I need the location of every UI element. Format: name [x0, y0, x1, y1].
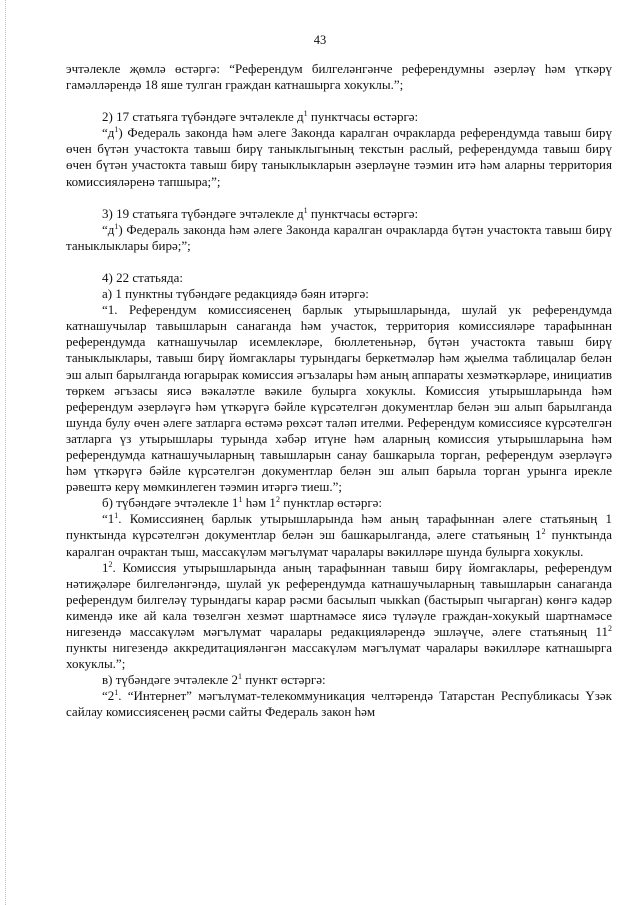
paragraph: а) 1 пунктны түбәндәге редакциядә бәян итәргә: — [102, 286, 369, 302]
paragraph-spacer — [66, 254, 612, 270]
paragraph: “$д^1$) Федераль законда һәм әлеге Законда каралган очракларда бүтән участокта тавыш бирү таныклыклары бирә;”; — [66, 221, 612, 253]
paragraph: “1. Референдум комиссиясенең барлык утырышларында, шулай ук референдумда катнашучылар тавышларын санаганда һәм участок, территория комиссияләре тарафыннан референдумда катнашучылар исемлекләре, бюллетеньнәр, бүтән участокта тавыш бирү таныклыклары, тавыш бирү йомгаклары турындагы беркетмәләр һәм җыелма таблицалар белән эш алып барылганда югарырак комиссия әгъзалары һәм аның аппараты хезмәткәрләре, инициатив төркем әгъзасы яисә вәкаләтле вәкиле булырга хокуклы. Комиссия утырышларында һәм референдум әзерләүгә һәм үткәрүгә бәйле күрсәтелгән документлар белән эш алып барылганда шунда булу өчен әлеге затларга өстәмә рөхсәт таләп ителми. Референдум комиссиясе күрсәтелгән затларга үз утырышлары турында хәбәр итүне һәм аларның комиссия утырышларына һәм референдумда катнашучыларның тавышларын санау башкарыла торган, референдум әзерләүгә һәм үткәрүгә бәйле күрсәтелгән документлар белән эш алып барыла торган урынга ирекле рәвештә керү мөмкинлеген тәэмин итәргә тиеш.”; — [66, 302, 612, 495]
paragraph: “$1^1$. Комиссиянең барлык утырышларында һәм аның тарафыннан әлеге статьяның 1 пунктында күрсәтелгән документлар белән эш башкарылганда, әлеге статьяның $1^2$ пунктында каралган очрактан тыш, массакүләм мәгълүмат чаралары вәкилләре шунда булырга хокуклы. — [66, 511, 612, 559]
paragraph: эчтәлекле җөмлә өстәргә: “Референдум билгеләнгәнче референдумны әзерләү һәм үткәрү гамәлләрендә 18 яше тулган граждан катнашырга хокуклы.”; — [66, 61, 612, 93]
paragraph: “$2^1$. “Интернет” мәгълүмат-телекоммуникация челтәрендә Татарстан Республикасы Үзәк сайлау комиссиясенең рәсми сайты Федераль закон һәм — [66, 688, 612, 720]
paragraph: 4) 22 статьяда: — [102, 269, 183, 285]
paragraph: в) түбәндәге эчтәлекле $2^1$ пункт өстәргә: — [102, 672, 326, 688]
paragraph: $1^2$. Комиссия утырышларында аның тарафыннан тавыш бирү йомгаклары, референдум нәтиҗәләре билгеләнгәндә, шулай ук референдумда катнашучыларның тавышларын санаганда референдум билгеләү турындагы карар рәсми басылып чыкkan (бастырып чыгарган) көнгә кадәр кимендә ике ай кала төзелгән хезмәт шартнамәсе яисә түләүле граждан-хокукый шартнамәсе нигезендә массакүләм мәгълүмат чаралары редакцияләрендә эшләүче, әлеге статьяның $11^2$ пункты нигезендә аккредитацияләнгән массакүләм мәгълүмат чаралары вәкилләре катнашырга хокуклы.”; — [66, 559, 612, 672]
scan-margin-line — [5, 0, 6, 905]
paragraph-spacer — [66, 190, 612, 206]
page-number: 43 — [313, 33, 327, 47]
paragraph: “$д^1$) Федераль законда һәм әлеге Законда каралган очракларда референдумда тавыш бирү өчен бүтән участокта тавыш бирү таныклыгының текстын раслый, референдумда тавыш бирү өчен бүтән участокта тавыш бирү таныклыкларын әзерләүне тәэмин итә һәм аларны территория комиссияләренә тапшыра;”; — [66, 125, 612, 189]
page-body — [66, 61, 612, 721]
paragraph: б) түбәндәге эчтәлекле $1^1$ һәм $1^2$ пунктлар өстәргә: — [102, 495, 383, 511]
paragraph-spacer — [66, 93, 612, 109]
paragraph: 2) 17 статьяга түбәндәге эчтәлекле $д^1$ пунктчасы өстәргә: — [102, 109, 419, 125]
paragraph: 3) 19 статьяга түбәндәге эчтәлекле $д^1$ пунктчасы өстәргә: — [102, 205, 419, 221]
